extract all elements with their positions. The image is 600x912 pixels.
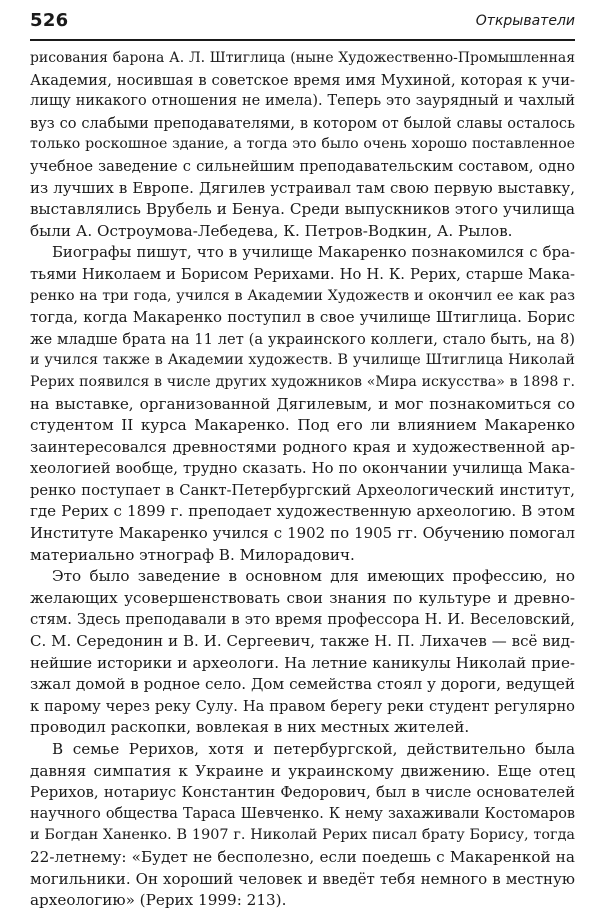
text-line: Академия, носившая в советское время имя Мухиной, которая к учи- — [30, 71, 575, 89]
text-line: материально этнограф В. Милорадович. — [30, 545, 355, 564]
text-line: зжал домой в родное село. Дом семейства стоял у дороги, ведущей — [30, 675, 575, 694]
text-line: вуз со слабыми преподавателями, в котором от былой славы осталось — [30, 114, 575, 132]
paragraph-1 — [30, 48, 575, 242]
text-line: желающих усовершенствовать свои знания по культуре и древно- — [30, 588, 575, 607]
text-line: давняя симпатия к Украине и украинскому движению. Еще отец — [30, 761, 575, 780]
page-header — [30, 8, 575, 38]
text-line: заинтересовался древностями родного края и художественной ар- — [30, 437, 575, 456]
page-number: 526 — [30, 10, 69, 31]
text-line: Рерих появился в числе других художников «Мира искусства» в 1898 г. — [30, 373, 575, 390]
text-line: студентом II курса Макаренко. Под его ли влиянием Макаренко — [30, 416, 575, 435]
text-line: С. М. Середонин и В. И. Сергеевич, также Н. П. Лихачев — всё вид- — [30, 632, 575, 651]
text-line: ренко на три года, учился в Академии Художеств и окончил ее как раз — [30, 287, 575, 304]
body-text — [30, 48, 575, 912]
text-line: В семье Рерихов, хотя и петербургской, действительно была — [52, 740, 575, 758]
text-line: хеологией вообще, трудно сказать. Но по окончании училища Мака- — [30, 460, 575, 478]
paragraph-4 — [30, 739, 575, 912]
text-line: на выставке, организованной Дягилевым, и мог познакомиться со — [30, 394, 575, 413]
text-line: были А. Остроумова-Лебедева, К. Петров-Водкин, А. Рылов. — [30, 221, 513, 240]
paragraph-3 — [30, 566, 575, 739]
text-line: могильники. Он хороший человек и введёт тебя немного в местную — [30, 869, 575, 888]
text-line: Рерихов, нотариус Константин Федорович, был в числе основателей — [30, 783, 575, 802]
text-line: Это было заведение в основном для имеющих профессию, но — [52, 567, 575, 586]
header-rule — [30, 39, 575, 41]
running-title: Открыватели — [475, 13, 575, 29]
text-line: археологию» (Рерих 1999: 213). — [30, 891, 287, 910]
text-line: из лучших в Европе. Дягилев устраивал там свою первую выставку, — [30, 178, 575, 197]
text-line: учебное заведение с сильнейшим преподавательским составом, одно — [30, 157, 575, 175]
text-line: научного общества Тараса Шевченко. К нему захаживали Костомаров — [30, 805, 575, 822]
text-line: где Рерих с 1899 г. преподает художественную археологию. В этом — [30, 502, 575, 521]
text-line: тьями Николаем и Борисом Рерихами. Но Н. К. Рерих, старше Мака- — [30, 265, 575, 283]
text-line: только роскошное здание, а тогда это было очень хорошо поставленное — [30, 136, 575, 153]
paragraph-2 — [30, 242, 575, 566]
text-line: и учился также в Академии художеств. В училище Штиглица Николай — [30, 352, 575, 369]
text-line: 22-летнему: «Будет не бесполезно, если поедешь с Макаренкой на — [30, 847, 575, 866]
text-line: стям. Здесь преподавали в это время профессора Н. И. Веселовский, — [30, 611, 575, 629]
text-line: ренко поступает в Санкт-Петербургский Археологический институт, — [30, 481, 575, 499]
text-line: Биографы пишут, что в училище Макаренко познакомился с бра- — [52, 243, 575, 262]
text-line: тогда, когда Макаренко поступил в свое училище Штиглица. Борис — [30, 308, 575, 327]
text-line: же младше брата на 11 лет (а украинского коллеги, стало быть, на 8) — [30, 330, 575, 348]
text-line: выставлялись Врубель и Бенуа. Среди выпускников этого училища — [30, 200, 575, 219]
text-line: проводил раскопки, вовлекая в них местных жителей. — [30, 718, 470, 737]
text-line: лищу никакого отношения не имела). Теперь это заурядный и чахлый — [30, 93, 575, 110]
text-line: рисования барона А. Л. Штиглица (ныне Художественно-Промышленная — [30, 50, 575, 66]
text-line: нейшие историки и археологи. На летние каникулы Николай прие- — [30, 653, 575, 672]
text-line: к парому через реку Сулу. На правом берегу реки студент регулярно — [30, 697, 575, 715]
text-line: Институте Макаренко учился с 1902 по 1905 гг. Обучению помогал — [30, 524, 575, 543]
text-line: и Богдан Ханенко. В 1907 г. Николай Рерих писал брату Борису, тогда — [30, 827, 575, 844]
